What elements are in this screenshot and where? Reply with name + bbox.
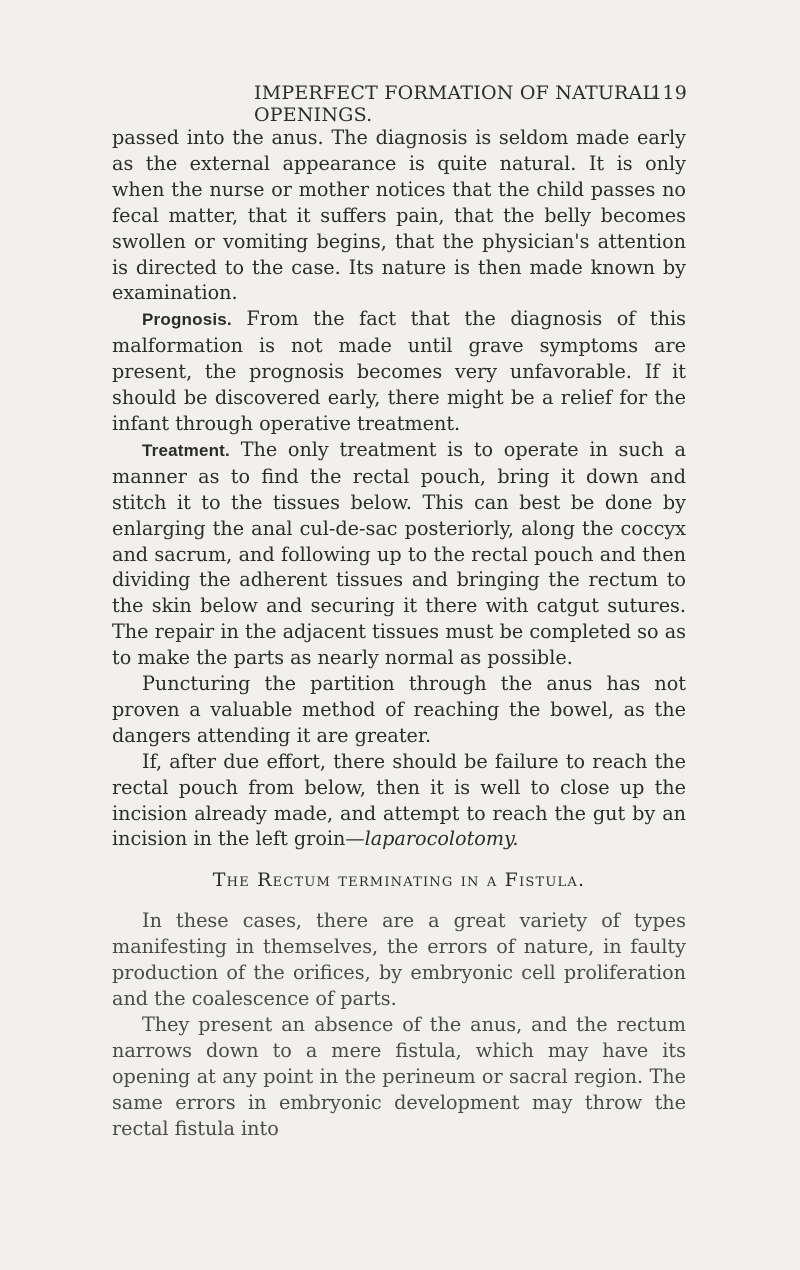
prognosis-text: From the fact that the diagnosis of this malformation is not made until grave symptoms are present, the prognosis becomes very unfavorable. If it should be discovered early, there might be a relief for the infant through operative treatment. bbox=[112, 307, 686, 435]
prognosis-runin-heading: Prognosis. bbox=[142, 310, 232, 330]
running-head-title: IMPERFECT FORMATION OF NATURAL OPENINGS. bbox=[254, 82, 656, 126]
paragraph-diagnosis-continued: passed into the anus. The diagnosis is seldom made early as the external appearance is quite natural. It is only when the nurse or mother notices that the child passes no fecal matter, that it suffers pain, that the belly becomes swollen or vomiting begins, that the physician's attention is directed to the case. Its nature is then made known by examination. bbox=[112, 126, 686, 305]
page-number: 119 bbox=[650, 82, 687, 104]
paragraph-fistula-types: In these cases, there are a great variety of types manifesting in themselves, the errors of nature, in faulty production of the orifices, by embryonic cell proliferation and the coalescence of parts. bbox=[112, 909, 686, 1010]
running-head bbox=[112, 82, 687, 126]
paragraph-treatment bbox=[112, 437, 686, 671]
paragraph-puncturing: Puncturing the partition through the anus has not proven a valuable method of reaching the bowel, as the dangers attending it are greater. bbox=[112, 672, 686, 747]
paragraph-prognosis bbox=[112, 306, 686, 437]
treatment-runin-heading: Treatment. bbox=[142, 440, 230, 460]
treatment-text: The only treatment is to operate in such a manner as to find the rectal pouch, bring it down and stitch it to the tissues below. This can best be done by enlarging the anal cul-de-sac posteriorly, along the coccyx and sacrum, and following up to the rectal pouch and then dividing the adherent tissues and bringing the rectum to the skin below and securing it there with catgut sutures. The repair in the adjacent tissues must be completed so as to make the parts as nearly normal as possible. bbox=[112, 437, 686, 670]
section-heading: The Rectum terminating in a Fistula. bbox=[212, 869, 586, 892]
laparocolotomy-text: If, after due effort, there should be failure to reach the rectal pouch from below, then it is well to close up the incision already made, and attempt to reach the gut by an incision in the left groin— bbox=[112, 749, 686, 851]
laparocolotomy-term: laparocolotomy. bbox=[364, 827, 519, 851]
paragraph-laparocolotomy bbox=[112, 749, 686, 853]
paragraph-fistula-description: They present an absence of the anus, and the rectum narrows down to a mere fistula, which may have its opening at any point in the perineum or sacral region. The same errors in embryonic development may throw the rectal fistula into bbox=[112, 1012, 686, 1140]
body-text bbox=[112, 125, 686, 1141]
